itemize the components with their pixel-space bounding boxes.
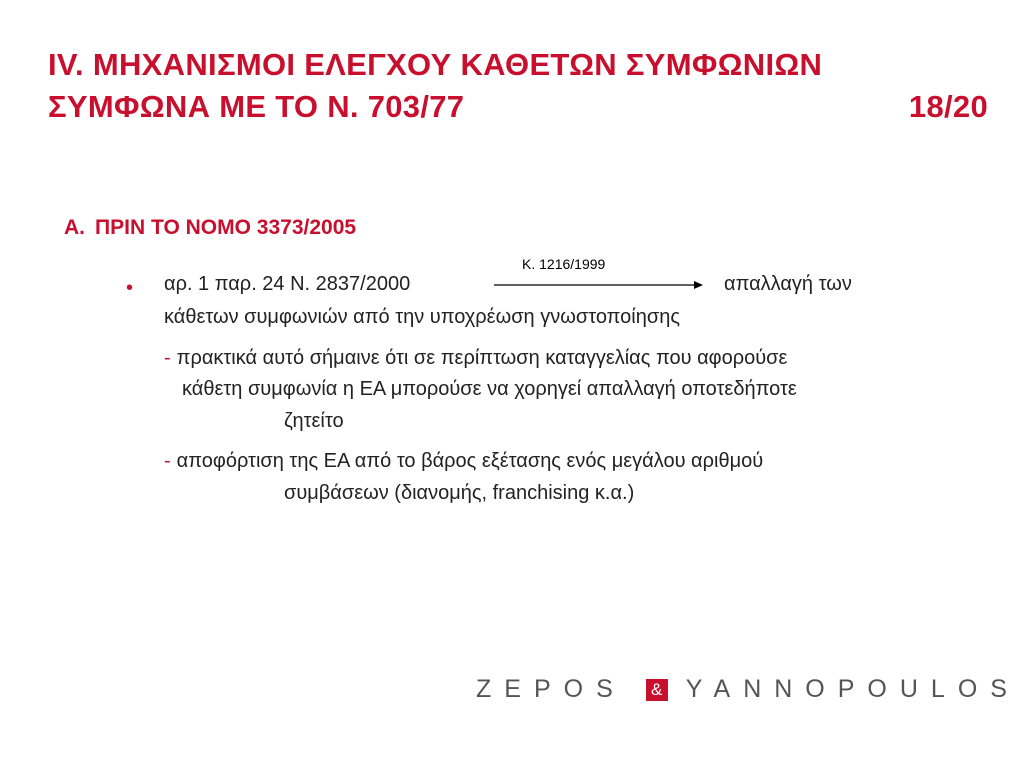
- bullet-dot: •: [126, 277, 134, 299]
- subpoint-2-line-2: συμβάσεων (διανομής, franchising κ.α.): [284, 482, 635, 504]
- logo-ampersand: &: [646, 679, 668, 701]
- section-letter: Α.: [64, 216, 85, 239]
- arrow-label: Κ. 1216/1999: [522, 256, 606, 272]
- subpoint-2-text-1: αποφόρτιση της ΕΑ από το βάρος εξέτασης ενός μεγάλου αριθμού: [176, 450, 764, 472]
- title-line-2-row: [48, 86, 988, 128]
- logo-left: ZEPOS: [476, 675, 626, 703]
- subpoint-1-line-3: ζητείτο: [284, 410, 344, 432]
- title-line-1: IV. ΜΗΧΑΝΙΣΜΟΙ ΕΛΕΓΧΟΥ ΚΑΘΕΤΩΝ ΣΥΜΦΩΝΙΩΝ: [48, 47, 823, 82]
- dash-marker: -: [164, 347, 171, 369]
- subpoint-1-line-2: κάθετη συμφωνία η ΕΑ μπορούσε να χορηγεί απαλλαγή οποτεδήποτε: [182, 378, 797, 400]
- title-line-2: ΣΥΜΦΩΝΑ ΜΕ ΤΟ Ν. 703/77: [48, 89, 465, 124]
- bullet-end-text: απαλλαγή των: [724, 273, 852, 295]
- section-heading-text: ΠΡΙΝ ΤΟ ΝΟΜΟ 3373/2005: [95, 216, 357, 239]
- section-heading: [64, 216, 356, 240]
- company-logo: [476, 675, 1020, 704]
- dash-marker: -: [164, 450, 171, 472]
- logo-right: YANNOPOULOS: [685, 675, 1020, 703]
- bullet-start-text: αρ. 1 παρ. 24 Ν. 2837/2000: [164, 273, 411, 295]
- slide-title: [48, 44, 988, 128]
- subpoint-1-text-1: πρακτικά αυτό σήμαινε ότι σε περίπτωση καταγγελίας που αφορούσε: [176, 347, 788, 369]
- page-number: 18/20: [908, 89, 988, 124]
- subpoint-2-line-1: [164, 446, 763, 476]
- subpoint-1-line-1: [164, 343, 787, 373]
- right-arrow-icon: [494, 279, 704, 291]
- bullet-continuation: κάθετων συμφωνιών από την υποχρέωση γνωστοποίησης: [164, 306, 680, 328]
